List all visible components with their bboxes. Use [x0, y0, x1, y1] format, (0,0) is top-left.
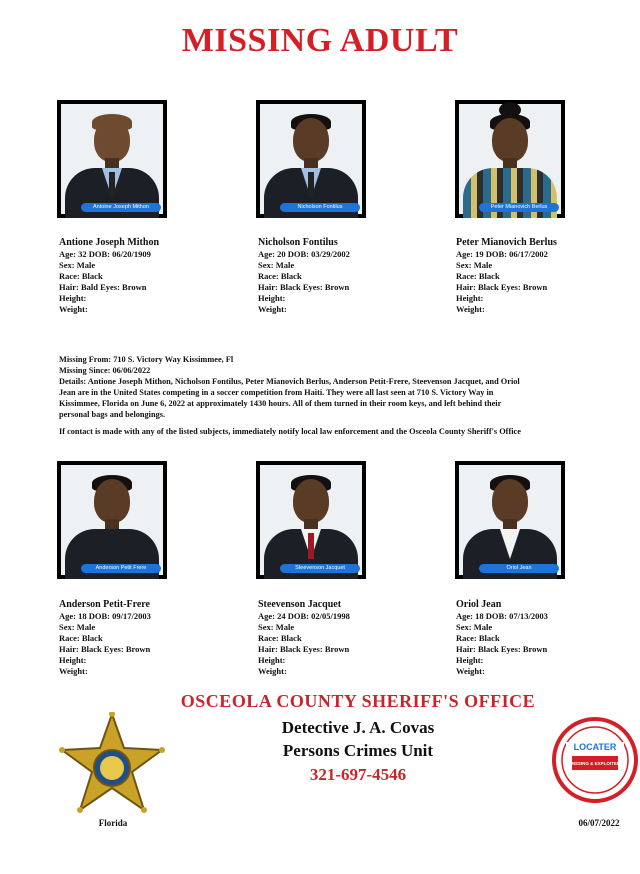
person-name: Steevenson Jacquet [258, 599, 342, 610]
person-sex: Sex: Male [59, 622, 96, 632]
person-sex: Sex: Male [258, 260, 295, 270]
phone-number: 321-697-4546 [309, 765, 407, 784]
detective-name: Detective J. A. Covas [281, 718, 435, 737]
person-sex: Sex: Male [456, 260, 493, 270]
person-name: Peter Mianovich Berlus [456, 237, 557, 248]
person-name: Anderson Petit-Frere [59, 599, 150, 610]
person-hair-eyes: Hair: Black Eyes: Brown [258, 644, 350, 654]
state-label: Florida [98, 818, 128, 828]
person-weight: Weight: [59, 666, 88, 676]
person-name: Antione Joseph Mithon [59, 237, 160, 248]
person-hair-eyes: Hair: Black Eyes: Brown [59, 644, 151, 654]
missing-from: Missing From: 710 S. Victory Way Kissimmee, Fl [59, 355, 234, 364]
person-photo [455, 100, 565, 218]
details-line: personal bags and belongings. [59, 410, 166, 419]
person-hair-eyes: Hair: Black Eyes: Brown [456, 644, 548, 654]
person-height: Height: [258, 293, 286, 303]
details-line: Jean are in the United States competing in a soccer competition from Haiti. They were all last seen at 710 S. Victory Way in [59, 388, 494, 397]
person-photo [57, 100, 167, 218]
person-age-dob: Age: 20 DOB: 03/29/2002 [258, 249, 350, 259]
photo-name-tag: Antoine Joseph Mithon [81, 203, 161, 212]
person-sex: Sex: Male [456, 622, 493, 632]
details-line: Kissimmee, Florida on June 6, 2022 at approximately 1430 hours. All of them turned in their room keys, and left behind their [59, 399, 502, 408]
missing-since: Missing Since: 06/06/2022 [59, 366, 151, 375]
page-title: MISSING ADULT [181, 22, 459, 59]
photo-name-tag: Oriol Jean [479, 564, 559, 573]
photo-name-tag: Anderson Petit Frere [81, 564, 161, 573]
person-hair-eyes: Hair: Black Eyes: Brown [456, 282, 548, 292]
person-height: Height: [258, 655, 286, 665]
details-line: Details: Antione Joseph Mithon, Nicholson Fontilus, Peter Mianovich Berlus, Anderson Petit-Frere, Steevenson Jacquet, and Oriol [59, 377, 520, 386]
person-height: Height: [59, 655, 87, 665]
person-race: Race: Black [59, 633, 103, 643]
person-info [258, 236, 428, 315]
person-height: Height: [59, 293, 87, 303]
person-weight: Weight: [258, 304, 287, 314]
person-age-dob: Age: 18 DOB: 09/17/2003 [59, 611, 151, 621]
person-hair-eyes: Hair: Bald Eyes: Brown [59, 282, 147, 292]
person-weight: Weight: [59, 304, 88, 314]
person-weight: Weight: [258, 666, 287, 676]
person-race: Race: Black [258, 271, 302, 281]
person-age-dob: Age: 19 DOB: 06/17/2002 [456, 249, 548, 259]
person-weight: Weight: [456, 666, 485, 676]
person-race: Race: Black [456, 633, 500, 643]
photo-name-tag: Nicholson Fontilus [280, 203, 360, 212]
person-race: Race: Black [258, 633, 302, 643]
person-photo [256, 461, 366, 579]
seal-subtitle: MISSING & EXPLOITED [569, 761, 621, 766]
person-info [59, 598, 229, 677]
person-sex: Sex: Male [258, 622, 295, 632]
poster-date: 06/07/2022 [578, 818, 620, 828]
person-photo [256, 100, 366, 218]
person-race: Race: Black [456, 271, 500, 281]
person-race: Race: Black [59, 271, 103, 281]
person-info [456, 236, 626, 315]
case-details [59, 354, 639, 437]
person-sex: Sex: Male [59, 260, 96, 270]
unit-name: Persons Crimes Unit [282, 741, 434, 760]
person-photo [57, 461, 167, 579]
person-height: Height: [456, 655, 484, 665]
person-info [59, 236, 229, 315]
person-name: Oriol Jean [456, 599, 502, 610]
person-photo [455, 461, 565, 579]
photo-name-tag: Steevenson Jacquet [280, 564, 360, 573]
person-info [456, 598, 626, 677]
person-weight: Weight: [456, 304, 485, 314]
person-hair-eyes: Hair: Black Eyes: Brown [258, 282, 350, 292]
person-age-dob: Age: 18 DOB: 07/13/2003 [456, 611, 548, 621]
person-age-dob: Age: 24 DOB: 02/05/1998 [258, 611, 350, 621]
person-height: Height: [456, 293, 484, 303]
photo-name-tag: Peter Mianovich Berlus [479, 203, 559, 212]
sheriff-star-icon [58, 712, 166, 816]
person-name: Nicholson Fontilus [258, 237, 338, 248]
person-info [258, 598, 428, 677]
notify-text: If contact is made with any of the listed subjects, immediately notify local law enforcement and the Osceola County Sheriff's Office [59, 427, 521, 436]
person-age-dob: Age: 32 DOB: 06/20/1909 [59, 249, 151, 259]
sheriff-office-name: OSCEOLA COUNTY SHERIFF'S OFFICE [180, 691, 536, 711]
seal-title: LOCATER [573, 742, 617, 752]
locater-seal-icon [552, 712, 638, 808]
